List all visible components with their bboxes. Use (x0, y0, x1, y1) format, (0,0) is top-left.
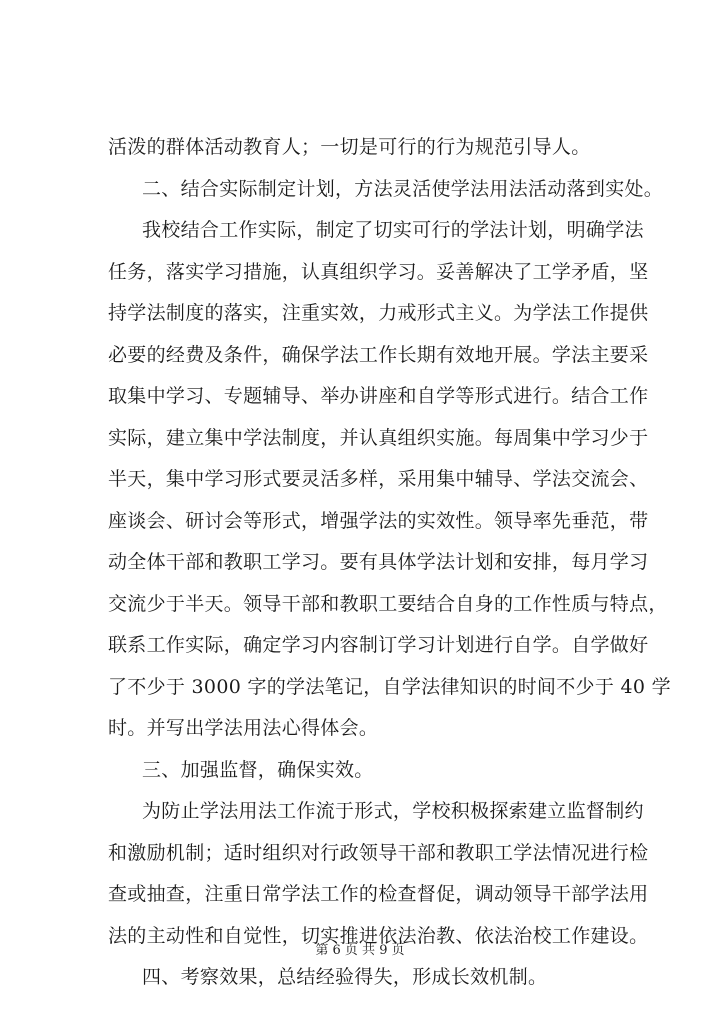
text-line: 时。并写出学法用法心得体会。 (108, 717, 379, 739)
text-line: 查或抽查，注重日常学法工作的检查督促，调动领导干部学法用 (108, 883, 649, 905)
section-heading: 四、考察效果，总结经验得失，形成长效机制。 (142, 966, 548, 988)
text-line: 任务，落实学习措施，认真组织学习。妥善解决了工学矛盾，坚 (108, 260, 649, 283)
text-line: 半天，集中学习形式要灵活多样，采用集中辅导、学法交流会、 (108, 468, 649, 490)
text-line: 和激励机制；适时组织对行政领导干部和教职工学法情况进行检 (108, 841, 649, 864)
body-text (108, 127, 672, 999)
page-footer: 第 6 页 共 9 页 (315, 943, 405, 958)
text-line: 必要的经费及条件，确保学法工作长期有效地开展。学法主要采 (108, 343, 649, 366)
text-line: 持学法制度的落实，注重实效，力戒形式主义。为学法工作提供 (108, 302, 649, 324)
text-line: 交流少于半天。领导干部和教职工要结合自身的工作性质与特点， (108, 592, 668, 615)
text-line: 座谈会、研讨会等形式，增强学法的实效性。领导率先垂范，带 (108, 509, 649, 532)
text-line: 了不少于 3000 字的学法笔记，自学法律知识的时间不少于 40 学 (108, 675, 671, 698)
text-line: 活泼的群体活动教育人；一切是可行的行为规范引导人。 (108, 136, 591, 158)
section-heading: 二、结合实际制定计划，方法灵活使学法用法活动落到实处。 (142, 177, 664, 200)
text-line: 联系工作实际，确定学习内容制订学习计划进行自学。自学做好 (108, 634, 649, 656)
text-line: 法的主动性和自觉性，切实推进依法治教、依法治校工作建设。 (108, 924, 649, 947)
text-line: 动全体干部和教职工学习。要有具体学法计划和安排，每月学习 (108, 551, 649, 573)
text-line: 取集中学习、专题辅导、举办讲座和自学等形式进行。结合工作 (108, 385, 649, 407)
paragraph-line: 我校结合工作实际，制定了切实可行的学法计划，明确学法 (142, 219, 644, 241)
paragraph-line: 为防止学法用法工作流于形式，学校积极探索建立监督制约 (142, 800, 644, 822)
text-line: 实际，建立集中学法制度，并认真组织实施。每周集中学习少于 (108, 426, 649, 449)
section-heading: 三、加强监督，确保实效。 (142, 758, 374, 781)
